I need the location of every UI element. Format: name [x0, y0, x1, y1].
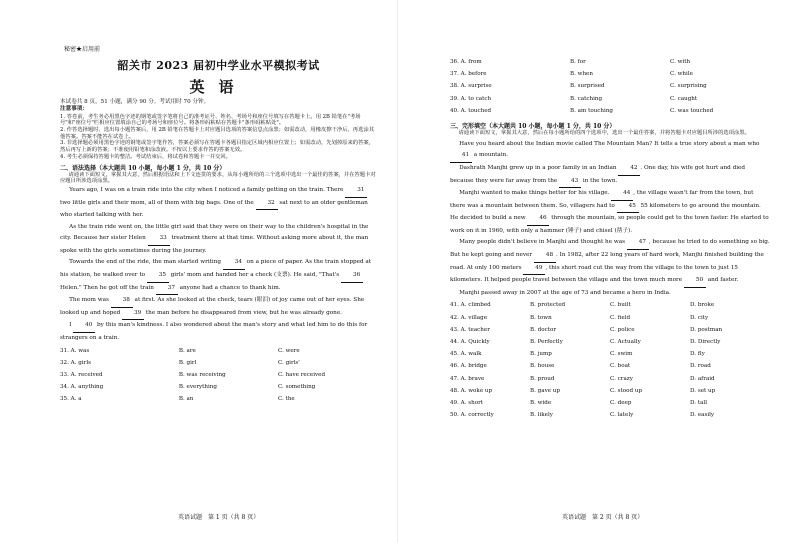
passage-paragraph — [450, 139, 770, 163]
passage-paragraph — [450, 288, 770, 300]
subject-title: 英语 — [189, 78, 248, 96]
option-choice: C. lately — [610, 412, 634, 419]
section-grammar-instructions: 请通读下面短文，掌握其大意，然后根据语法和上下文连贯的要求，从每小题所给的三个选项中选出一个最佳的答案，并在答题卡对应题目所涉选项涂黑。 — [60, 171, 376, 185]
option-choice: C. was touched — [670, 107, 714, 114]
passage-text: , this short road cut the way from the village to the town to just 15 kilometers. It helped people travel between the village and the town much more — [450, 264, 738, 284]
passage-text: girls' mom and handed her a check (支票). He said, "That's — [168, 272, 342, 279]
passage-text: Manjhi wanted to make things better for his village. — [459, 190, 612, 197]
passage-text: , the village wasn't far from the town, but there was a mountain between them. So, villagers had to — [450, 190, 754, 209]
answer-blank: 34 — [223, 257, 245, 270]
option-choice: 45. A. walk — [450, 351, 482, 358]
option-choice: 33. A. received — [60, 372, 103, 379]
answer-blank: 40 — [73, 320, 95, 333]
option-choice: C. caught — [670, 95, 698, 102]
passage-paragraph — [60, 222, 377, 258]
option-choice: C. were — [277, 347, 300, 354]
answer-blank: 38 — [111, 295, 133, 308]
option-choice: C. Actually — [610, 339, 641, 346]
passage-text: treatment there at that time. Without asking more about it, the man spoke with the girls sometimes during the journey. — [60, 235, 369, 254]
option-choice: B. jump — [530, 351, 552, 358]
passage-text: Years ago, I was on a train ride into the city when I noticed a family getting on the train. There — [69, 186, 346, 193]
passage-text: I — [69, 322, 74, 329]
notes-list — [60, 114, 377, 161]
option-choice: 43. A. teacher — [450, 326, 490, 333]
answer-blank: 42 — [618, 163, 640, 176]
option-choice: C. field — [610, 314, 631, 321]
passage-text: As the train ride went on, the little girl said that they were on their way to the children's hospital in the city. Because her sister Helen — [60, 223, 369, 242]
answer-blank: 48 — [534, 250, 556, 263]
option-choice: C. something — [277, 384, 316, 391]
option-choice: B. doctor — [530, 326, 557, 333]
option-choice: C. crazy — [610, 375, 633, 382]
answer-blank: 37 — [156, 283, 178, 296]
option-choice: B. an — [178, 396, 194, 403]
passage-text: Towards the end of the ride, the man started writing — [69, 259, 223, 266]
passage-text: sat next to an older gentleman who started talking with her. — [60, 199, 368, 219]
answer-blank: 36 — [341, 270, 363, 283]
option-choice: C. built — [610, 302, 631, 309]
option-choice: 36. A. from — [450, 59, 482, 65]
cloze-options — [450, 299, 770, 421]
option-choice: C. girls' — [277, 359, 300, 366]
passage-text: Have you heard about the Indian movie called The Mountain Man? It tells a true story about a man who — [459, 140, 760, 147]
answer-blank: 35 — [147, 270, 169, 283]
answer-blank: 31 — [345, 185, 367, 198]
option-choice: B. gave up — [530, 387, 561, 394]
option-choice: C. while — [670, 71, 693, 78]
option-choice: 49. A. short — [450, 400, 484, 407]
option-choice: C. police — [610, 326, 635, 333]
notes-heading: 注意事项： — [60, 106, 88, 113]
option-choice: C. swim — [610, 351, 633, 358]
section-grammar-heading: 二、语法选择（本大题共 10 小题，每小题 1 分，共 10 分） — [60, 164, 226, 172]
passage-text: the man before he disappeared from view, but he was already gone. — [144, 309, 343, 316]
option-choice: D. broke — [690, 302, 715, 309]
option-choice: 41. A. climbed — [450, 302, 491, 309]
option-choice: 34. A. anything — [60, 384, 104, 391]
option-choice: D. tall — [690, 400, 708, 407]
passage-text: Manjhi passed away in 2007 at the age of 73 and became a hero in India. — [459, 289, 671, 296]
option-choice: 37. A. before — [450, 71, 487, 78]
option-choice: D. road — [690, 363, 711, 370]
answer-blank: 45 — [617, 201, 639, 214]
section-cloze-instructions: 请通读下面短文，掌握其大意，然后在每小题所给的四个选项中，选出一个最佳答案，并将答题卡对应题目所涉的选项涂黑。 — [458, 130, 750, 137]
answer-blank: 33 — [148, 233, 170, 246]
option-choice: B. proud — [530, 375, 555, 382]
answer-blank: 43 — [559, 176, 581, 189]
answer-blank: 39 — [122, 308, 144, 321]
option-choice: B. when — [570, 71, 593, 78]
passage-text: . One day, his wife got hurt and died because they were far away from the — [450, 164, 746, 184]
cloze-passage — [450, 139, 770, 300]
option-choice: 39. A. to catch — [450, 95, 492, 102]
option-choice: D. easily — [690, 412, 715, 419]
answer-blank: 47 — [627, 237, 649, 250]
exam-title: 韶关市 2023 届初中学业水平模拟考试 — [117, 59, 320, 72]
option-choice: 47. A. brave — [450, 375, 485, 382]
option-choice: 48. A. woke up — [450, 387, 493, 394]
option-choice: C. surprising — [670, 83, 707, 90]
option-choice: B. catching — [570, 95, 603, 102]
option-choice: B. surprised — [570, 83, 605, 90]
passage-text: Many people didn't believe in Manjhi and thought he was — [459, 239, 627, 246]
passage-paragraph — [450, 188, 770, 237]
option-choice: B. am touching — [570, 107, 614, 114]
option-choice: D. fly — [690, 351, 705, 358]
option-choice: 44. A. Quickly — [450, 339, 490, 346]
option-choice: 42. A. village — [450, 314, 488, 321]
passage-text: , because he tried to do something so big. But he kept going and never — [450, 239, 770, 259]
answer-blank: 44 — [611, 188, 633, 201]
passage-paragraph — [60, 320, 377, 344]
passage-text: The mom was — [69, 297, 111, 304]
passage-paragraph — [60, 295, 377, 320]
option-choice: B. Perfectly — [530, 339, 563, 346]
option-choice: C. the — [277, 396, 295, 403]
grammar-passage — [60, 185, 377, 345]
passage-text: two little girls and their mom, all of them with big bags. One of the — [60, 199, 256, 206]
section-cloze-heading: 三、完形填空（本大题共 10 小题，每小题 1 分，共 10 分） — [450, 123, 616, 131]
exam-intro: 本试卷共 8 页，51 小题，满分 90 分。考试用时 70 分钟。 — [60, 99, 210, 105]
passage-text: through the mountain, so people could get to the town faster. He started to work on it in 1960, with only a hammer (锤子) and chisel (凿子). — [450, 215, 769, 234]
option-choice: C. deep — [610, 400, 632, 407]
option-choice: 50. A. correctly — [450, 412, 494, 419]
option-choice: B. house — [530, 363, 555, 370]
option-choice: D. Directly — [690, 339, 721, 346]
passage-paragraph — [60, 185, 377, 222]
passage-text: Dashrath Manjhi grew up in a poor family in an Indian — [459, 164, 619, 171]
option-choice: 40. A. touched — [450, 107, 492, 114]
passage-text: in the town. — [581, 177, 618, 184]
option-choice: C. boat — [610, 363, 631, 370]
answer-blank: 50 — [684, 275, 706, 288]
note-item: 4. 考生必须保持答题卡的整洁。考试结束后，将试卷和答题卡一并交回。 — [60, 153, 231, 160]
grammar-options — [60, 345, 377, 406]
answer-blank: 41 — [450, 150, 472, 163]
option-choice: B. everything — [178, 384, 217, 391]
option-choice: 32. A. girls — [60, 359, 91, 366]
answer-blank: 46 — [527, 213, 549, 226]
option-choice: D. city — [690, 314, 709, 321]
passage-text: and faster. — [705, 277, 739, 284]
option-choice: 31. A. was — [60, 347, 90, 354]
answer-blank: 49 — [523, 263, 545, 276]
option-choice: C. have received — [277, 372, 326, 379]
option-choice: 35. A. a — [60, 396, 82, 403]
passage-text: . In 1982, after 22 long years of hard work, Manjhi finished building the road. At only 100 meters — [450, 252, 764, 271]
note-item: 2. 作答选择题时，选出每小题答案后，用 2B 铅笔在答题卡上对应题目选项的答案信息点涂黑；如需改动，用橡皮擦干净后，再选涂其他答案。答案不能答在试卷上。 — [60, 127, 374, 140]
option-choice: C. stood up — [610, 387, 643, 394]
option-choice: B. girl — [178, 359, 197, 366]
option-choice: D. afraid — [690, 375, 715, 382]
option-choice: B. likely — [530, 412, 553, 419]
passage-paragraph — [60, 257, 377, 295]
option-choice: B. town — [530, 314, 552, 321]
passage-paragraph — [450, 163, 770, 188]
passage-text: on a piece of paper. As the train stopped at his station, he walked over to — [60, 259, 372, 279]
option-choice: D. postman — [690, 326, 723, 333]
option-choice: B. are — [178, 347, 196, 354]
passage-text: anyone had a chance to thank him. — [177, 284, 281, 291]
passage-paragraph — [450, 237, 770, 287]
passage-text: Helen." Then he got off the train — [60, 284, 156, 291]
grammar-options-continued — [450, 56, 770, 117]
passage-text: 55 kilometers to go around the mountain. He decided to build a new — [450, 202, 761, 222]
option-choice: B. wide — [530, 400, 552, 407]
option-choice: B. protected — [530, 302, 566, 309]
note-item: 1. 答卷前，考生务必用黑色字迹的钢笔或签字笔将自己的准考证号、姓名、考场号和座位号填写在答题卡上。用 2B 铅笔在"考场号"和"座位号"栏相应位置填涂自己的考场号和座位号。将条形码粘贴在答题卡"条形码粘贴处"。 — [60, 113, 361, 127]
option-choice: 38. A. surprise — [450, 83, 492, 90]
passage-text: by this man's kindness. I also wondered about the man's story and what led him to do this for strangers on a train. — [60, 322, 368, 342]
note-item: 3. 非选择题必须用黑色字迹的钢笔或签字笔作答，答案必须写在答题卡各题目指定区域内相应位置上；如需改动，先划掉原来的答案，然后再写上新的答案；不准使用铅笔和涂改液。不按以上要求作答的答案无效。 — [60, 140, 374, 154]
page-footer: 英语试题 第 1 页（共 8 页） — [178, 514, 260, 521]
option-choice: D. set up — [690, 387, 716, 394]
passage-text: at first. As she looked at the check, tears (眼泪) of joy came out of her eyes. She looked up and hoped — [60, 297, 365, 316]
answer-blank: 32 — [256, 198, 278, 211]
option-choice: B. was receiving — [178, 372, 226, 379]
option-choice: C. with — [670, 59, 691, 65]
option-choice: B. for — [570, 59, 586, 65]
exam-page-2 — [397, 0, 794, 543]
page-footer: 英语试题 第 2 页（共 8 页） — [562, 514, 644, 521]
passage-text: a mountain. — [472, 152, 509, 159]
option-choice: 46. A. bridge — [450, 363, 487, 370]
confidential-label: 秘密★启用前 — [64, 46, 101, 53]
